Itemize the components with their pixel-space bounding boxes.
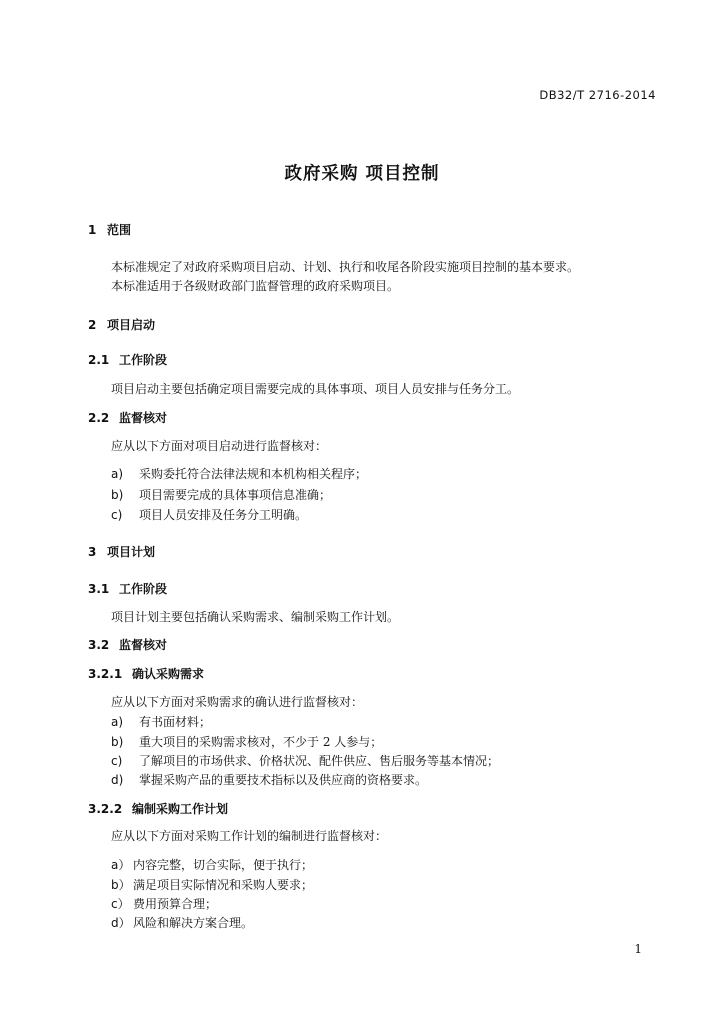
section-3-2-2-heading [88,800,228,817]
section-3-1-heading [88,580,167,597]
paragraph: 本标准适用于各级财政部门监督管理的政府采购项目。 [111,279,400,293]
list-marker: b) [111,735,124,749]
list-marker: a） [111,858,131,872]
section-3-heading [88,543,155,560]
list-item [111,465,367,482]
section-number: 3 [88,545,97,559]
section-1-heading [88,221,131,238]
list-item [111,876,313,893]
section-3-2-1-heading [88,665,204,682]
section-number: 3.2.2 [88,802,123,816]
list-item [111,486,331,503]
list-text: 风险和解决方案合理。 [133,916,254,930]
document-title: 政府采购 项目控制 [284,164,440,184]
list-text: 满足项目实际情况和采购人要求； [133,878,314,892]
list-marker: c） [111,897,130,911]
list-text: 项目需要完成的具体事项信息准确； [139,488,332,502]
section-2-heading [88,316,155,333]
list-text: 采购委托符合法律法规和本机构相关程序； [139,467,368,481]
section-2-1-heading [88,351,167,368]
list-item [111,713,211,730]
list-marker: d） [111,916,131,930]
list-text: 费用预算合理； [133,897,218,911]
section-title: 确认采购需求 [132,667,205,681]
list-text: 内容完整，切合实际，便于执行； [133,858,314,872]
section-number: 2 [88,318,97,332]
list-marker: a) [111,467,124,481]
section-title: 监督核对 [119,638,168,652]
paragraph: 应从以下方面对采购工作计划的编制进行监督核对： [111,829,388,843]
list-text: 重大项目的采购需求核对，不少于 2 人参与； [139,735,383,749]
section-title: 项目计划 [107,545,156,559]
paragraph: 应从以下方面对项目启动进行监督核对： [111,439,328,453]
section-title: 监督核对 [119,411,168,425]
list-marker: d) [111,773,124,787]
list-marker: b） [111,878,131,892]
paragraph: 项目启动主要包括确定项目需要完成的具体事项、项目人员安排与任务分工。 [111,382,520,396]
section-number: 3.2.1 [88,667,123,681]
paragraph: 本标准规定了对政府采购项目启动、计划、执行和收尾各阶段实施项目控制的基本要求。 [111,260,580,274]
section-title: 工作阶段 [119,353,168,367]
list-item [111,506,307,523]
section-title: 工作阶段 [119,582,168,596]
list-item [111,856,313,873]
section-title: 范围 [107,223,132,237]
list-marker: c) [111,754,123,768]
list-item [111,895,217,912]
list-text: 项目人员安排及任务分工明确。 [139,508,308,522]
list-text: 有书面材料； [139,715,212,729]
list-marker: a) [111,715,124,729]
paragraph: 应从以下方面对采购需求的确认进行监督核对： [111,695,364,709]
standard-code: DB32/T 2716-2014 [539,88,656,102]
section-3-2-heading [88,636,167,653]
section-2-2-heading [88,409,167,426]
section-number: 3.1 [88,582,110,596]
list-marker: c) [111,508,123,522]
section-number: 1 [88,223,97,237]
list-item [111,914,253,931]
page-number: 1 [634,942,642,956]
list-item [111,771,427,788]
list-text: 了解项目的市场供求、价格状况、配件供应、售后服务等基本情况； [139,754,500,768]
section-number: 2.1 [88,353,110,367]
paragraph: 项目计划主要包括确认采购需求、编制采购工作计划。 [111,610,400,624]
section-number: 2.2 [88,411,110,425]
list-text: 掌握采购产品的重要技术指标以及供应商的资格要求。 [139,773,428,787]
list-item [111,752,499,769]
section-number: 3.2 [88,638,110,652]
section-title: 编制采购工作计划 [132,802,229,816]
list-item [111,733,382,750]
section-title: 项目启动 [107,318,156,332]
list-marker: b) [111,488,124,502]
